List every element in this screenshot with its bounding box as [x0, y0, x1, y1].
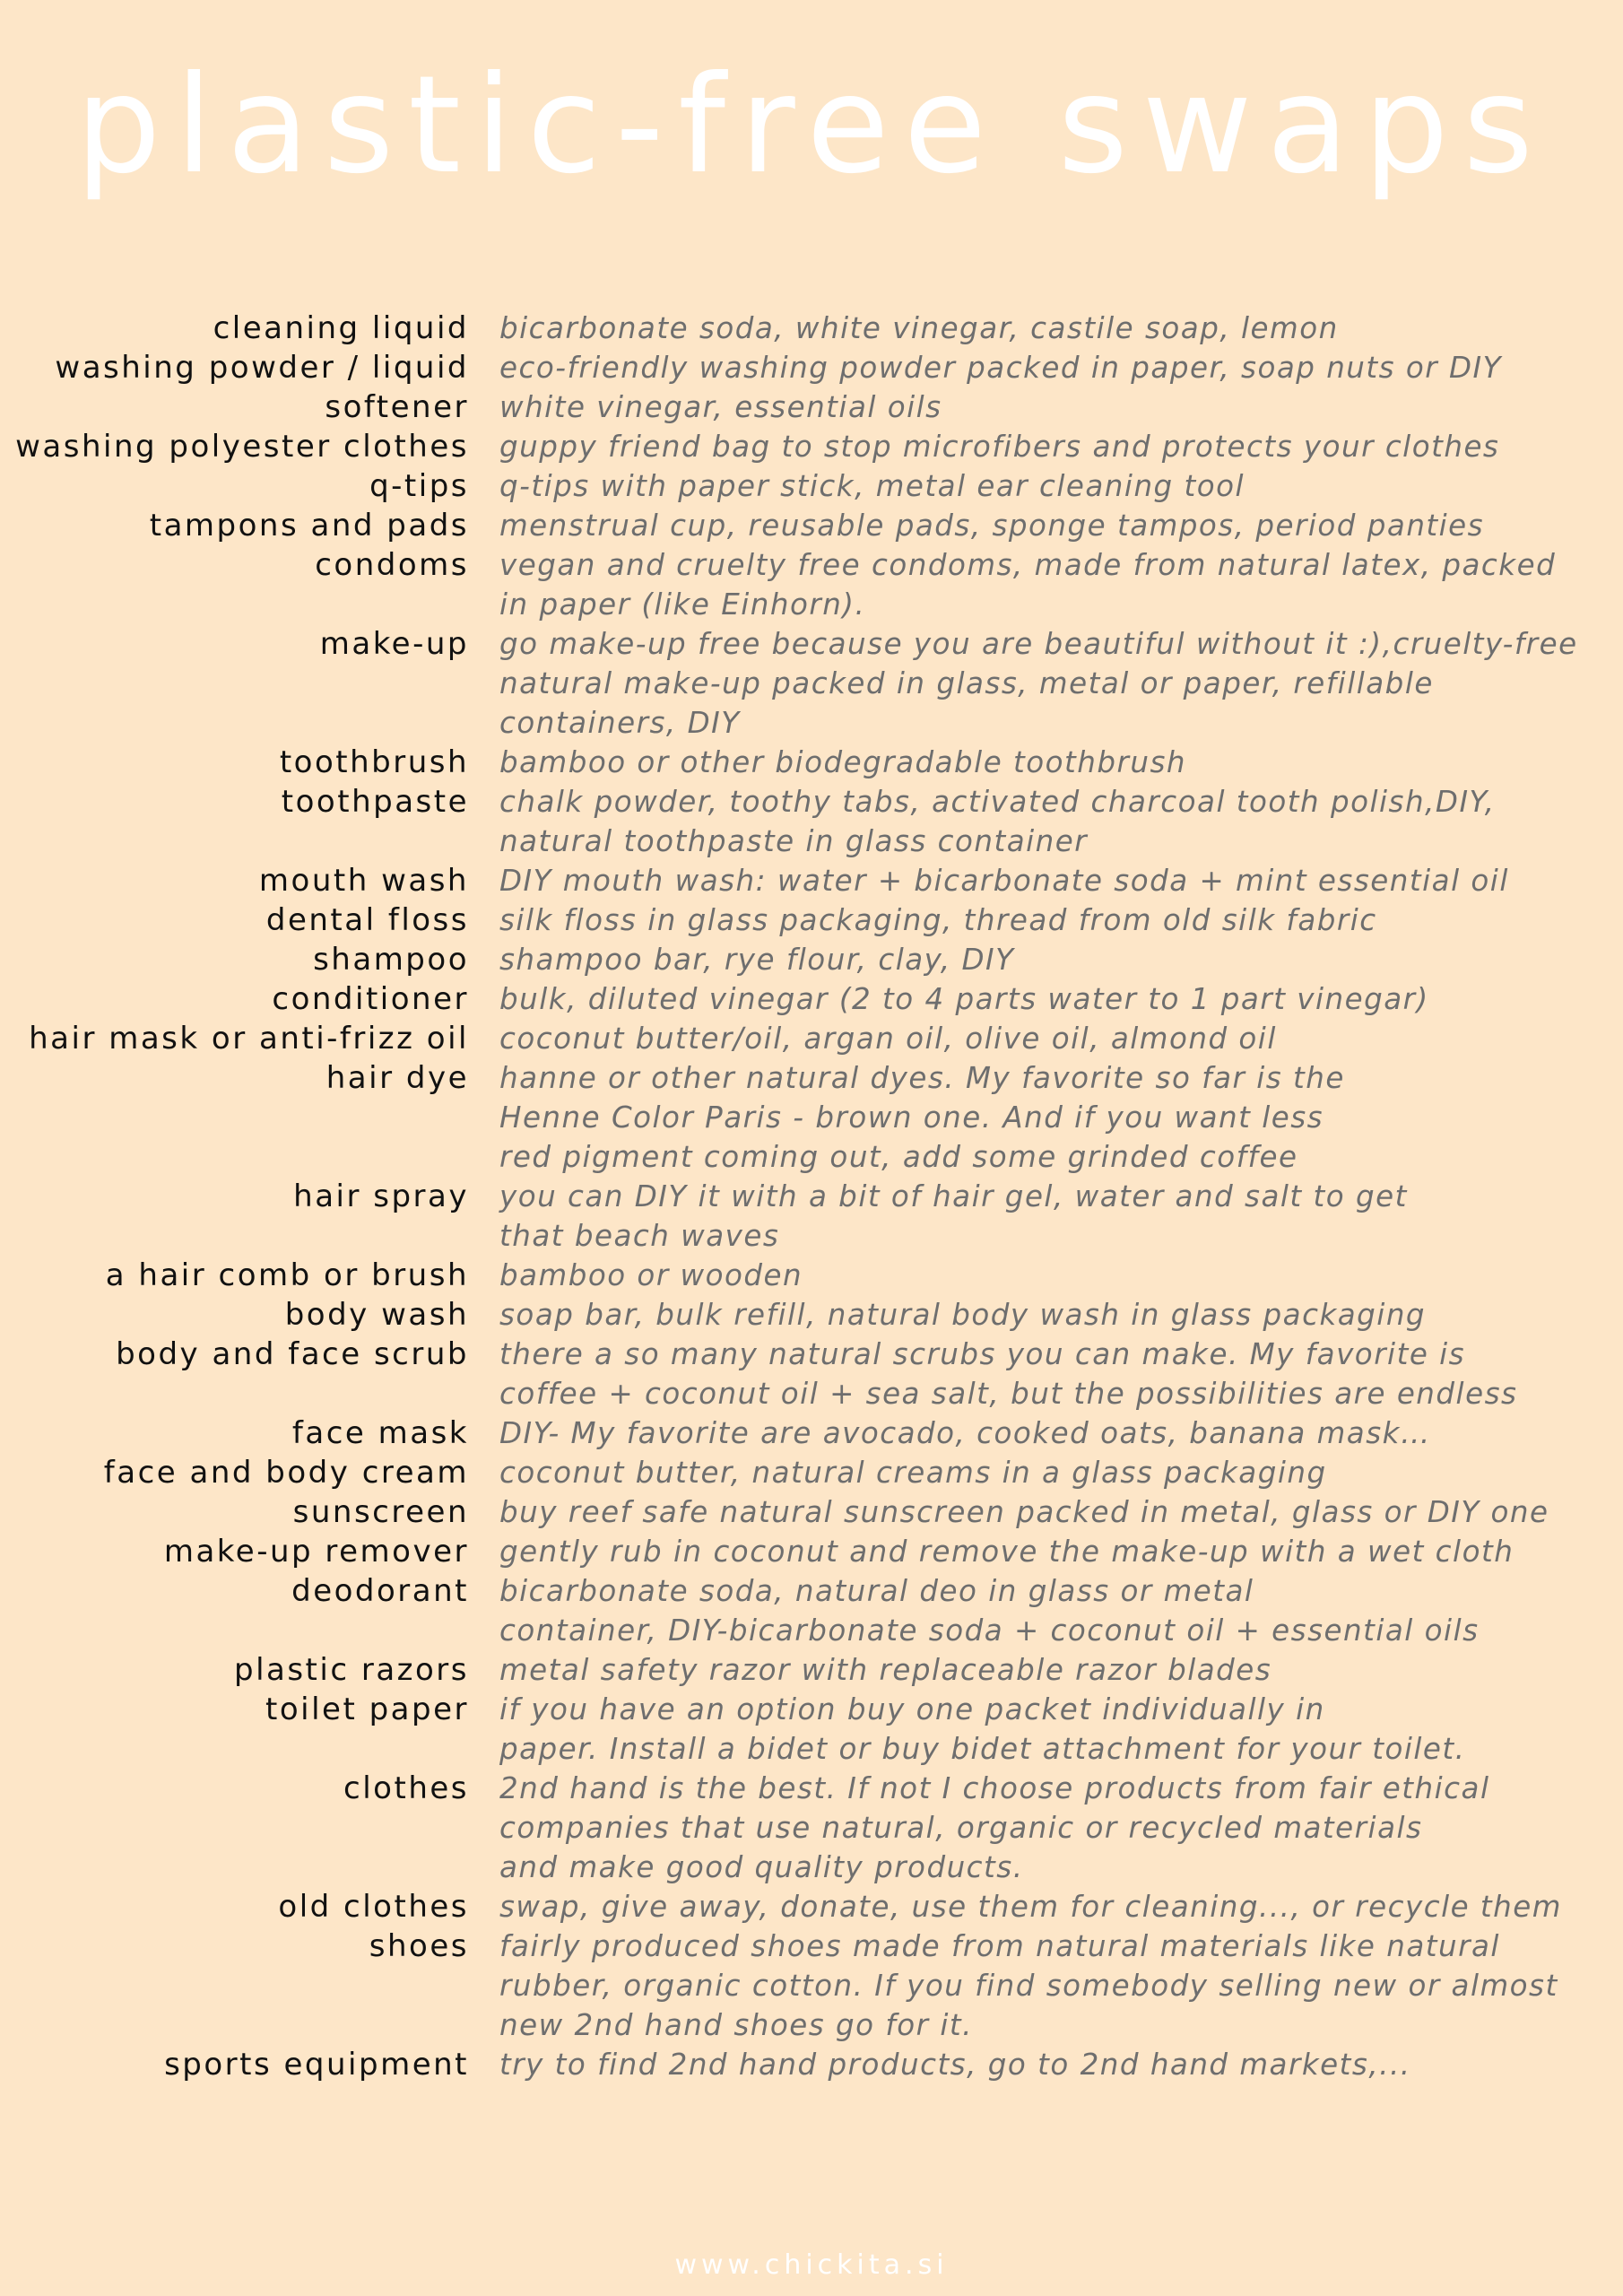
swap-item-label: conditioner	[272, 981, 469, 1017]
swap-row	[0, 1058, 1623, 1177]
swap-alternative	[499, 2045, 1611, 2084]
swap-item-label: sunscreen	[292, 1494, 469, 1530]
swap-row	[0, 1453, 1623, 1492]
swap-item-label: body wash	[284, 1297, 469, 1333]
swap-alternative-line: paper. Install a bidet or buy bidet attachment for your toilet.	[499, 1732, 1466, 1766]
swap-alternative-line: there a so many natural scrubs you can make. My favorite is	[499, 1337, 1466, 1371]
swap-row	[0, 1532, 1623, 1571]
swap-alternative-line: try to find 2nd hand products, go to 2nd hand markets,...	[499, 2048, 1411, 2082]
swap-item-label: old clothes	[278, 1889, 469, 1925]
swap-alternative-line: bicarbonate soda, natural deo in glass or metal	[499, 1574, 1254, 1608]
swap-item-label: q-tips	[369, 468, 469, 504]
swap-alternative	[499, 1926, 1611, 2045]
swap-alternative-line: vegan and cruelty free condoms, made from natural latex, packed	[499, 548, 1557, 582]
swap-alternative-line: and make good quality products.	[499, 1850, 1024, 1884]
swap-alternative-line: container, DIY-bicarbonate soda + coconut oil + essential oils	[499, 1613, 1480, 1648]
swap-item-label: cleaning liquid	[213, 310, 469, 346]
swap-alternative-line: soap bar, bulk refill, natural body wash in glass packaging	[499, 1298, 1427, 1332]
swap-row	[0, 348, 1623, 387]
swap-item-label: dental floss	[265, 902, 469, 938]
swap-alternative	[499, 387, 1611, 427]
swap-row	[0, 2045, 1623, 2084]
swap-item-label: face and body cream	[103, 1455, 469, 1491]
swap-row	[0, 1295, 1623, 1335]
footer-website: www.chickita.si	[674, 2249, 949, 2281]
swap-alternative-line: coconut butter/oil, argan oil, olive oil, almond oil	[499, 1022, 1277, 1056]
swap-item-label: toothbrush	[279, 744, 469, 780]
swap-alternative	[499, 466, 1611, 506]
swap-item-label: shoes	[369, 1928, 469, 1964]
swap-alternative-line: white vinegar, essential oils	[499, 390, 942, 424]
swap-alternative-line: metal safety razor with replaceable razor blades	[499, 1653, 1272, 1687]
swap-alternative-line: red pigment coming out, add some grinded coffee	[499, 1140, 1298, 1174]
swap-alternative	[499, 1256, 1611, 1295]
swap-alternative-line: chalk powder, toothy tabs, activated charcoal tooth polish,DIY,	[499, 785, 1496, 819]
swap-row	[0, 1650, 1623, 1690]
swap-alternative	[499, 1769, 1611, 1887]
swap-item-label: mouth wash	[258, 863, 469, 899]
swap-alternative-line: go make-up free because you are beautiful without it :),cruelty-free	[499, 627, 1578, 661]
swap-row	[0, 1571, 1623, 1650]
swap-row	[0, 1335, 1623, 1413]
swap-alternative	[499, 309, 1611, 348]
swap-item-label: deodorant	[291, 1573, 469, 1609]
swap-item-label: sports equipment	[164, 2047, 469, 2083]
swap-alternative	[499, 1887, 1611, 1926]
swap-item-label: toothpaste	[281, 784, 469, 820]
swap-alternative-line: coconut butter, natural creams in a glass packaging	[499, 1456, 1327, 1490]
swap-alternative	[499, 1019, 1611, 1058]
swap-alternative	[499, 979, 1611, 1019]
swap-alternative-line: fairly produced shoes made from natural materials like natural	[499, 1929, 1500, 1963]
swap-alternative-line: hanne or other natural dyes. My favorite so far is the	[499, 1061, 1345, 1095]
swap-item-label: make-up remover	[163, 1534, 469, 1570]
swap-alternative	[499, 348, 1611, 387]
swap-item-label: hair mask or anti-frizz oil	[29, 1021, 469, 1057]
swap-row	[0, 940, 1623, 979]
swap-item-label: condoms	[315, 547, 469, 583]
swap-alternative-line: bulk, diluted vinegar (2 to 4 parts water to 1 part vinegar)	[499, 982, 1429, 1016]
swap-alternative	[499, 1492, 1611, 1532]
swap-row	[0, 1177, 1623, 1256]
swap-row	[0, 309, 1623, 348]
swap-alternative	[499, 1413, 1611, 1453]
swap-alternative-line: swap, give away, donate, use them for cleaning..., or recycle them	[499, 1890, 1562, 1924]
swap-item-label: make-up	[319, 626, 469, 662]
swap-alternative-line: menstrual cup, reusable pads, sponge tampos, period panties	[499, 509, 1485, 543]
swap-row	[0, 1413, 1623, 1453]
swap-item-label: softener	[325, 389, 469, 425]
swap-alternative-line: that beach waves	[499, 1219, 780, 1253]
swap-alternative-line: bamboo or other biodegradable toothbrush	[499, 745, 1187, 779]
swap-alternative-line: coffee + coconut oil + sea salt, but the possibilities are endless	[499, 1377, 1518, 1411]
swap-alternative-line: guppy friend bag to stop microfibers and protects your clothes	[499, 430, 1500, 464]
swap-row	[0, 506, 1623, 545]
swap-alternative	[499, 940, 1611, 979]
swap-row	[0, 861, 1623, 900]
swap-row	[0, 1690, 1623, 1769]
swap-item-label: washing polyester clothes	[15, 429, 469, 465]
swap-alternative	[499, 624, 1611, 743]
swap-alternative	[499, 1650, 1611, 1690]
swap-row	[0, 979, 1623, 1019]
swap-alternative-line: DIY- My favorite are avocado, cooked oats, banana mask…	[499, 1416, 1431, 1450]
swap-row	[0, 1887, 1623, 1926]
swap-row	[0, 427, 1623, 466]
swap-alternative-line: containers, DIY	[499, 706, 741, 740]
swap-alternative	[499, 1571, 1611, 1650]
swap-item-label: hair spray	[293, 1178, 469, 1214]
swap-row	[0, 900, 1623, 940]
page-title: plastic-free swaps	[75, 48, 1548, 204]
swap-alternative	[499, 743, 1611, 782]
swap-alternative-line: buy reef safe natural sunscreen packed in metal, glass or DIY one	[499, 1495, 1549, 1529]
swap-alternative	[499, 1453, 1611, 1492]
swap-row	[0, 1769, 1623, 1887]
swap-alternative-line: bicarbonate soda, white vinegar, castile soap, lemon	[499, 311, 1339, 345]
swap-alternative	[499, 506, 1611, 545]
swap-item-label: washing powder / liquid	[55, 350, 469, 386]
swap-alternative-line: q-tips with paper stick, metal ear cleaning tool	[499, 469, 1245, 503]
swap-alternative	[499, 1690, 1611, 1769]
swap-alternative	[499, 1177, 1611, 1256]
swap-alternative	[499, 1058, 1611, 1177]
swap-row	[0, 1926, 1623, 2045]
swap-alternative-line: natural make-up packed in glass, metal or paper, refillable	[499, 666, 1434, 700]
swap-row	[0, 545, 1623, 624]
swap-row	[0, 624, 1623, 743]
swap-alternative-line: natural toothpaste in glass container	[499, 824, 1089, 858]
swap-alternative-line: rubber, organic cotton. If you find somebody selling new or almost	[499, 1969, 1558, 2003]
swap-alternative-line: companies that use natural, organic or recycled materials	[499, 1811, 1423, 1845]
swap-item-label: shampoo	[313, 942, 469, 978]
swap-item-label: clothes	[343, 1770, 469, 1806]
swap-alternative	[499, 1532, 1611, 1571]
swap-row	[0, 782, 1623, 861]
swap-alternative-line: you can DIY it with a bit of hair gel, water and salt to get	[499, 1179, 1408, 1213]
swap-alternative	[499, 1335, 1611, 1413]
swap-alternative	[499, 427, 1611, 466]
swap-item-label: tampons and pads	[149, 508, 469, 544]
swap-alternative-line: 2nd hand is the best. If not I choose products from fair ethical	[499, 1771, 1490, 1805]
swap-row	[0, 1256, 1623, 1295]
swap-item-label: hair dye	[325, 1060, 469, 1096]
swap-item-label: body and face scrub	[116, 1336, 469, 1372]
swap-alternative-line: silk floss in glass packaging, thread from old silk fabric	[499, 903, 1377, 937]
swap-row	[0, 466, 1623, 506]
swap-alternative-line: Henne Color Paris - brown one. And if you want less	[499, 1100, 1324, 1135]
swap-alternative-line: eco-friendly washing powder packed in paper, soap nuts or DIY	[499, 351, 1502, 385]
swap-item-label: a hair comb or brush	[105, 1257, 469, 1293]
swap-alternative-line: gently rub in coconut and remove the make-up with a wet cloth	[499, 1535, 1515, 1569]
swap-alternative-line: bamboo or wooden	[499, 1258, 803, 1292]
swap-row	[0, 1492, 1623, 1532]
swap-alternative-line: if you have an option buy one packet individually in	[499, 1692, 1325, 1726]
swap-alternative-line: in paper (like Einhorn).	[499, 587, 866, 622]
swap-alternative	[499, 545, 1611, 624]
swap-alternative	[499, 861, 1611, 900]
swap-alternative	[499, 1295, 1611, 1335]
swap-alternative-line: new 2nd hand shoes go for it.	[499, 2008, 973, 2042]
swap-item-label: toilet paper	[265, 1692, 469, 1727]
swap-item-label: plastic razors	[233, 1652, 469, 1688]
swap-row	[0, 1019, 1623, 1058]
swap-list	[0, 309, 1623, 2084]
swap-row	[0, 743, 1623, 782]
swap-row	[0, 387, 1623, 427]
swap-alternative	[499, 900, 1611, 940]
swap-alternative	[499, 782, 1611, 861]
swap-alternative-line: shampoo bar, rye flour, clay, DIY	[499, 943, 1015, 977]
swap-item-label: face mask	[291, 1415, 469, 1451]
swap-alternative-line: DIY mouth wash: water + bicarbonate soda + mint essential oil	[499, 864, 1509, 898]
